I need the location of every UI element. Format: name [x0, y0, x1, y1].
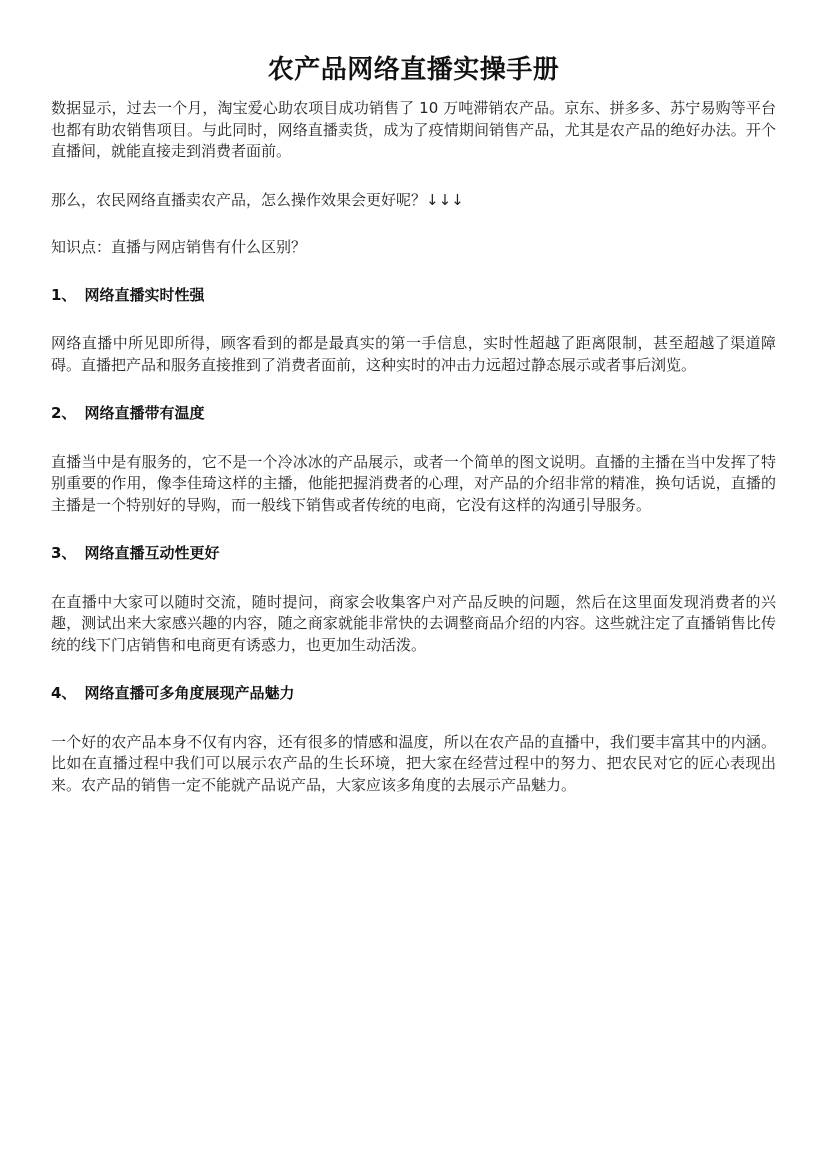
section-title: 网络直播带有温度 — [84, 404, 205, 422]
section-title: 网络直播互动性更好 — [84, 544, 220, 562]
section-heading — [51, 543, 776, 565]
question-paragraph: 那么，农民网络直播卖农产品，怎么操作效果会更好呢？↓↓↓ — [51, 190, 464, 209]
document-body — [51, 98, 776, 823]
section-number: 3、 — [51, 544, 77, 562]
section-body: 网络直播中所见即所得，顾客看到的都是最真实的第一手信息，实时性超越了距离限制，甚至超越了渠道障碍。直播把产品和服务直接推到了消费者面前，这种实时的冲击力远超过静态展示或者事后浏览。 — [51, 334, 776, 374]
section-number: 4、 — [51, 684, 77, 702]
section-heading — [51, 285, 776, 307]
section-heading — [51, 403, 776, 425]
section-2 — [51, 403, 776, 516]
section-body: 一个好的农产品本身不仅有内容，还有很多的情感和温度，所以在农产品的直播中，我们要丰富其中的内涵。比如在直播过程中我们可以展示农产品的生长环境，把大家在经营过程中的努力、把农民对它的匠心表现出来。农产品的销售一定不能就产品说产品，大家应该多角度的去展示产品魅力。 — [51, 732, 776, 794]
document-title: 农产品网络直播实操手册 — [267, 55, 560, 85]
section-title: 网络直播可多角度展现产品魅力 — [84, 684, 295, 702]
section-title: 网络直播实时性强 — [84, 285, 205, 304]
section-body: 直播当中是有服务的，它不是一个冷冰冰的产品展示，或者一个简单的图文说明。直播的主播在当中发挥了特别重要的作用，像李佳琦这样的主播，他能把握消费者的心理，对产品的介绍非常的精准，换句话说，直播的主播是一个特别好的导购，而一般线下销售或者传统的电商，它没有这样的沟通引导服务。 — [51, 452, 776, 514]
section-number: 1、 — [51, 285, 77, 304]
section-4 — [51, 683, 776, 796]
section-1 — [51, 285, 776, 377]
intro-paragraph: 数据显示，过去一个月，淘宝爱心助农项目成功销售了 10 万吨滞销农产品。京东、拼多多、苏宁易购等平台也都有助农销售项目。与此同时，网络直播卖货，成为了疫情期间销售产品，尤其是农产品的绝好办法。开个直播间，就能直接走到消费者面前。 — [51, 99, 776, 160]
section-body: 在直播中大家可以随时交流，随时提问，商家会收集客户对产品反映的问题，然后在这里面发现消费者的兴趣，测试出来大家感兴趣的内容，随之商家就能非常快的去调整商品介绍的内容。这些就注定了直播销售比传统的线下门店销售和电商更有诱惑力，也更加生动活泼。 — [51, 592, 776, 654]
section-3 — [51, 543, 776, 656]
section-number: 2、 — [51, 404, 77, 422]
section-heading — [51, 683, 776, 705]
knowledge-point: 知识点：直播与网店销售有什么区别？ — [51, 238, 307, 256]
